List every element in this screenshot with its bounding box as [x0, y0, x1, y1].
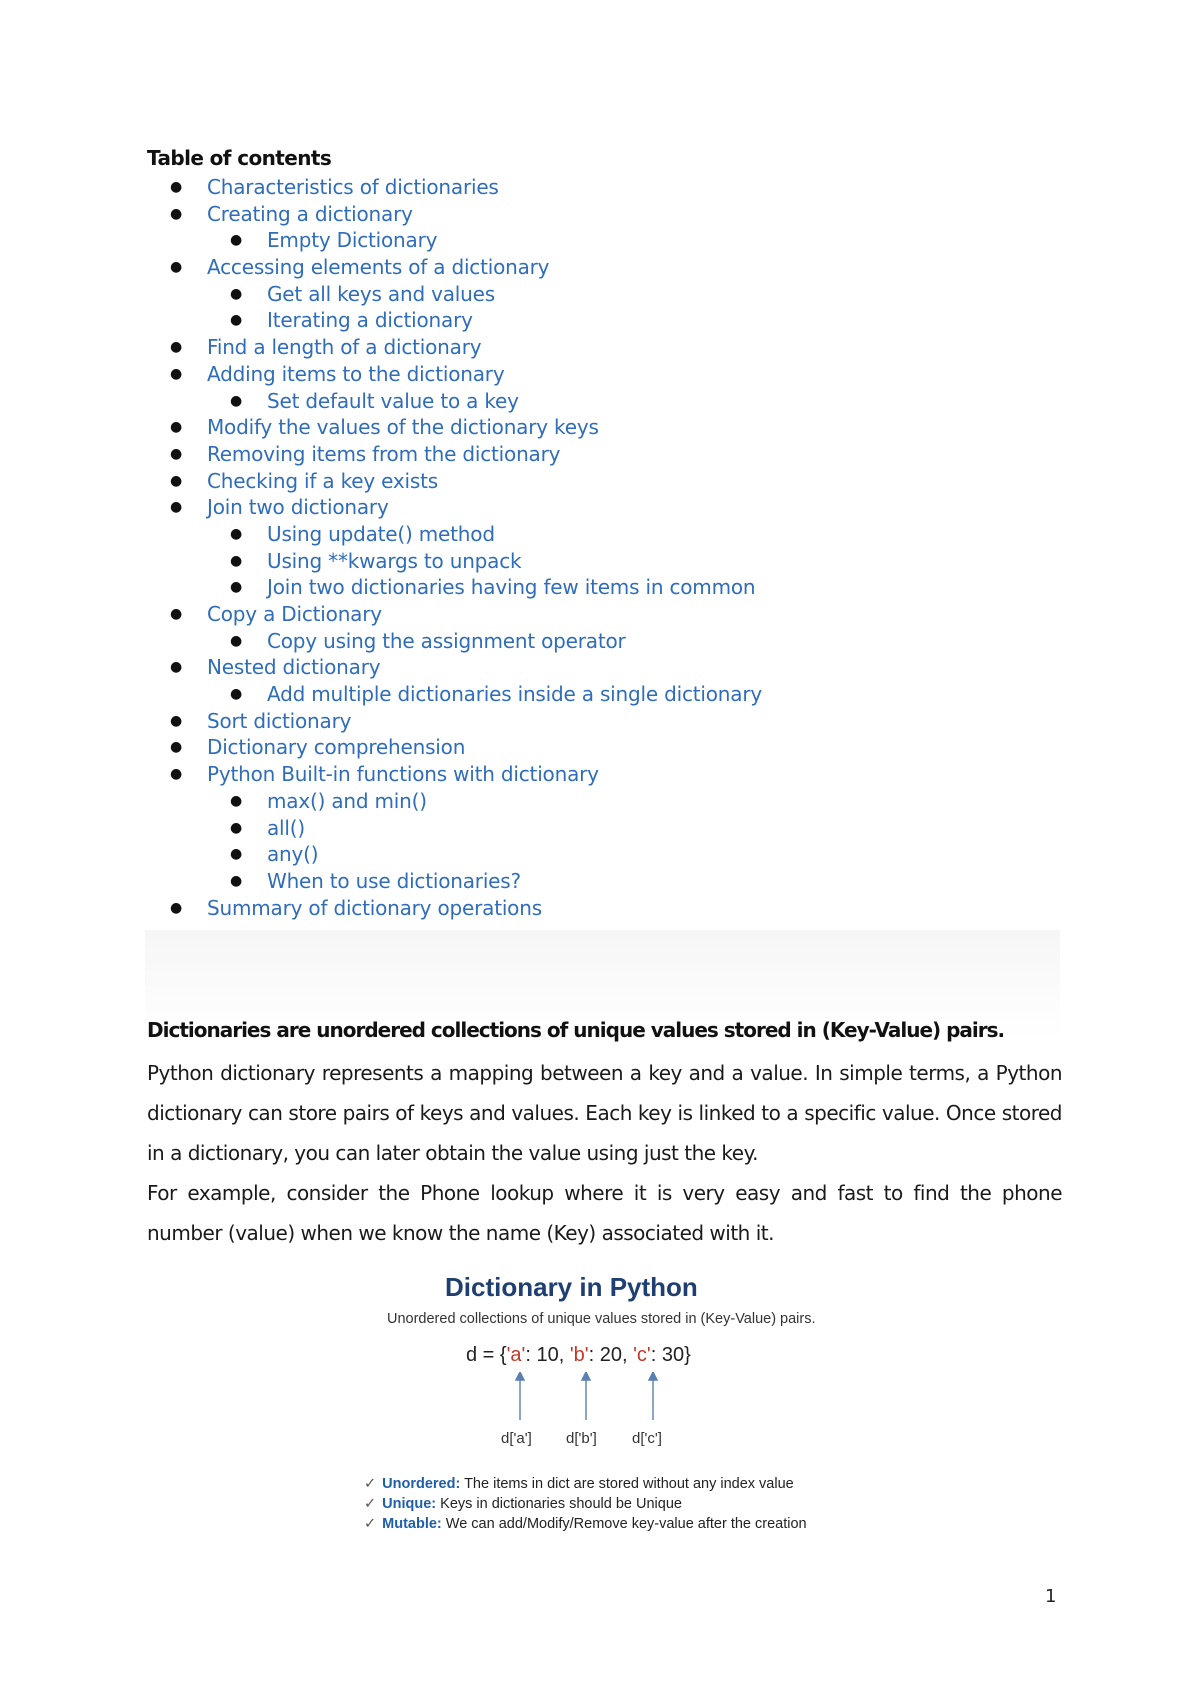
bullet-icon: ●: [169, 499, 183, 516]
checkmark-icon: ✓: [364, 1516, 377, 1532]
toc-item-join-common[interactable]: ● Join two dictionaries having few items in common: [0, 574, 1200, 601]
bullet-icon: ●: [169, 739, 183, 756]
diagram-arrows: [360, 1372, 860, 1422]
toc-item-empty-dictionary[interactable]: ● Empty Dictionary: [0, 227, 1200, 254]
toc-item-checking-key[interactable]: ● Checking if a key exists: [0, 468, 1200, 495]
check-unordered: ✓ Unordered: The items in dict are stored without any index value: [364, 1476, 794, 1492]
diagram-code: d = {'a': 10, 'b': 20, 'c': 30}: [466, 1344, 691, 1366]
toc-list: [0, 174, 1200, 921]
toc-item-when-to-use[interactable]: ● When to use dictionaries?: [0, 868, 1200, 895]
diagram-title: Dictionary in Python: [445, 1272, 698, 1302]
bullet-icon: ●: [229, 552, 243, 569]
toc-item-removing-items[interactable]: ● Removing items from the dictionary: [0, 441, 1200, 468]
toc-item-get-keys-values[interactable]: ● Get all keys and values: [0, 281, 1200, 308]
toc-item-any[interactable]: ● any(): [0, 841, 1200, 868]
checkmark-icon: ✓: [364, 1476, 377, 1492]
page-number: 1: [1045, 1586, 1057, 1607]
bullet-icon: ●: [229, 525, 243, 542]
bullet-icon: ●: [169, 179, 183, 195]
bullet-icon: ●: [169, 712, 183, 729]
paragraph-definition: Python dictionary represents a mapping between a key and a value. In simple terms, a Python dictionary can store pairs of keys and values. Each key is linked to a specific value. Once stored in a dictionary, you can later obtain the value using just the key.: [147, 1061, 1062, 1165]
bullet-icon: ●: [229, 872, 243, 889]
bullet-icon: ●: [229, 632, 243, 649]
bullet-icon: ●: [169, 365, 183, 382]
bullet-icon: ●: [169, 606, 183, 622]
toc-item-all[interactable]: ● all(): [0, 815, 1200, 842]
bullet-icon: ●: [169, 205, 183, 222]
access-b: d['b']: [566, 1430, 597, 1447]
toc-item-creating[interactable]: ● Creating a dictionary: [0, 201, 1200, 228]
diagram-subtitle: Unordered collections of unique values stored in (Key-Value) pairs.: [387, 1311, 816, 1327]
toc-item-sort[interactable]: ● Sort dictionary: [0, 708, 1200, 735]
toc-title: Table of contents: [147, 146, 332, 170]
toc-item-max-min[interactable]: ● max() and min(): [0, 788, 1200, 815]
bullet-icon: ●: [229, 392, 243, 409]
toc-item-characteristics[interactable]: ● Characteristics of dictionaries: [0, 174, 1200, 201]
bullet-icon: ●: [169, 339, 183, 356]
toc-item-comprehension[interactable]: ● Dictionary comprehension: [0, 734, 1200, 761]
check-unique: ✓ Unique: Keys in dictionaries should be Unique: [364, 1496, 682, 1512]
bullet-icon: ●: [169, 419, 183, 436]
bullet-icon: ●: [229, 232, 243, 249]
bullet-icon: ●: [169, 472, 183, 489]
bullet-icon: ●: [229, 285, 243, 302]
check-mutable: ✓ Mutable: We can add/Modify/Remove key-value after the creation: [364, 1516, 807, 1532]
bullet-icon: ●: [229, 792, 243, 809]
toc-item-length[interactable]: ● Find a length of a dictionary: [0, 334, 1200, 361]
toc-item-update-method[interactable]: ● Using update() method: [0, 521, 1200, 548]
bullet-icon: ●: [229, 819, 243, 836]
toc-item-copy-assignment[interactable]: ● Copy using the assignment operator: [0, 628, 1200, 655]
toc-item-kwargs[interactable]: ● Using **kwargs to unpack: [0, 548, 1200, 575]
bullet-icon: ●: [229, 579, 243, 596]
bullet-icon: ●: [169, 766, 183, 783]
toc-item-iterating[interactable]: ● Iterating a dictionary: [0, 307, 1200, 334]
toc-item-join-two[interactable]: ● Join two dictionary: [0, 494, 1200, 521]
toc-item-builtin-functions[interactable]: ● Python Built-in functions with dictionary: [0, 761, 1200, 788]
bullet-icon: ●: [229, 312, 243, 329]
bullet-icon: ●: [169, 445, 183, 462]
toc-item-copy[interactable]: ● Copy a Dictionary: [0, 601, 1200, 628]
toc-item-set-default[interactable]: ● Set default value to a key: [0, 388, 1200, 415]
access-c: d['c']: [632, 1430, 662, 1447]
toc-item-summary[interactable]: ● Summary of dictionary operations: [0, 895, 1200, 922]
bullet-icon: ●: [169, 659, 183, 676]
bullet-icon: ●: [169, 899, 183, 916]
toc-item-accessing[interactable]: ● Accessing elements of a dictionary: [0, 254, 1200, 281]
toc-item-modify-values[interactable]: ● Modify the values of the dictionary keys: [0, 414, 1200, 441]
section-heading: Dictionaries are unordered collections of unique values stored in (Key-Value) pairs.: [147, 1018, 1005, 1042]
section-body: [147, 1053, 1062, 1253]
bullet-icon: ●: [229, 686, 243, 703]
access-a: d['a']: [501, 1430, 532, 1447]
toc-item-nested[interactable]: ● Nested dictionary: [0, 654, 1200, 681]
toc-item-adding-items[interactable]: ● Adding items to the dictionary: [0, 361, 1200, 388]
toc-item-add-multiple[interactable]: ● Add multiple dictionaries inside a single dictionary: [0, 681, 1200, 708]
bullet-icon: ●: [169, 259, 183, 276]
dictionary-diagram: [360, 1262, 860, 1542]
checkmark-icon: ✓: [364, 1496, 377, 1512]
bullet-icon: ●: [229, 846, 243, 863]
paragraph-example: For example, consider the Phone lookup where it is very easy and fast to find the phone number (value) when we know the name (Key) associated with it.: [147, 1181, 1062, 1245]
